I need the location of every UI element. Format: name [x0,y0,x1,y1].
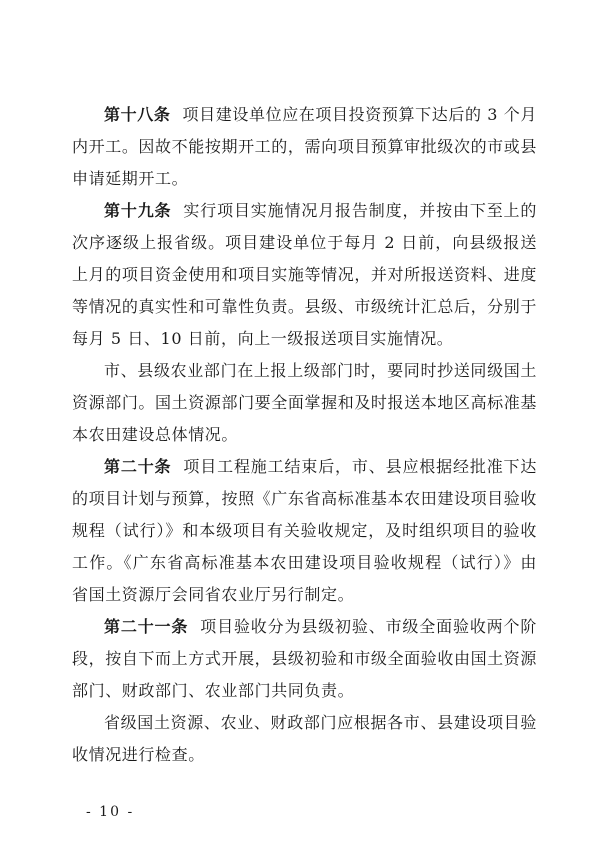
article-21-paragraph [72,611,537,707]
article-20-heading: 第二十条 [104,457,172,476]
article-21-continuation-paragraph [72,707,537,771]
article-21-continuation-text: 省级国土资源、农业、财政部门应根据各市、县建设项目验收情况进行检查。 [72,713,537,764]
article-21-text: 项目验收分为县级初验、市级全面验收两个阶段，按自下而上方式开展，县级初验和市级全面验收由国土资源部门、财政部门、农业部门共同负责。 [72,617,537,700]
page-number: - 10 - [86,804,135,820]
article-19-continuation-paragraph [72,355,537,451]
article-18-heading: 第十八条 [104,105,171,124]
article-18-text: 项目建设单位应在项目投资预算下达后的 3 个月内开工。因故不能按期开工的，需向项目预算审批级次的市或县申请延期开工。 [72,105,538,188]
article-20-text: 项目工程施工结束后，市、县应根据经批准下达的项目计划与预算，按照《广东省高标准基本农田建设项目验收规程（试行）》和本级项目有关验收规定，及时组织项目的验收工作。《广东省高标准基本农田建设项目验收规程（试行）》由省国土资源厅会同省农业厅另行制定。 [72,457,537,604]
article-19-heading: 第十九条 [104,201,172,220]
article-20-paragraph [72,451,537,611]
document-body [72,99,537,771]
article-19-text: 实行项目实施情况月报告制度，并按由下至上的次序逐级上报省级。项目建设单位于每月 2 日前，向县级报送上月的项目资金使用和项目实施等情况，并对所报送资料、进度等情况的真实性和可靠性负责。县级、市级统计汇总后，分别于每月 5 日、10 日前，向上一级报送项目实施情况。 [72,201,537,348]
article-18-paragraph [72,99,537,195]
article-19-paragraph [72,195,537,355]
article-21-heading: 第二十一条 [104,617,189,636]
article-19-continuation-text: 市、县级农业部门在上报上级部门时，要同时抄送同级国土资源部门。国土资源部门要全面掌握和及时报送本地区高标准基本农田建设总体情况。 [72,361,537,444]
